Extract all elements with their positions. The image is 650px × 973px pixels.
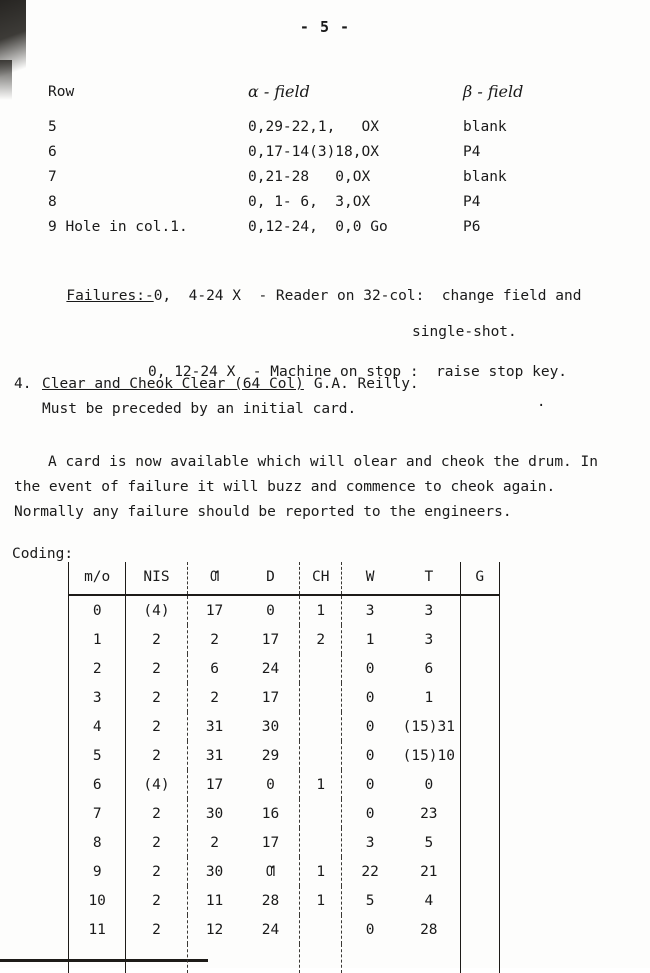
cell-w: 0 xyxy=(342,712,398,741)
table-row xyxy=(69,799,500,828)
cell-nis: 2 xyxy=(126,828,187,857)
column-header-nis: NIS xyxy=(126,562,187,595)
cell-d: 30 xyxy=(261,718,280,735)
cell-d: 24 xyxy=(261,660,280,677)
cell-g xyxy=(460,741,499,770)
cell-mc: 4 xyxy=(69,712,126,741)
cell-g xyxy=(460,595,499,625)
cell-e: 6 xyxy=(187,654,242,683)
cell-mc: 6 xyxy=(69,770,126,799)
section-subtitle: Must be preceded by an initial card. xyxy=(42,401,357,417)
cell-t: 21 xyxy=(420,863,438,880)
cell-g xyxy=(460,683,499,712)
cell-ch xyxy=(300,712,342,741)
cell-w: 5 xyxy=(342,886,398,915)
cell-t: 3 xyxy=(424,602,434,619)
cell-ch xyxy=(300,828,342,857)
cell-d xyxy=(242,944,300,973)
cell-d: 17 xyxy=(261,689,280,706)
table-row xyxy=(48,115,608,140)
section-paragraph-text: A card is now available which will olear and cheok the drum. In the event of failure it will buzz and commence to cheok again. Normally any failure should be reported to the engineers. xyxy=(14,454,598,520)
cell-e: 31 xyxy=(187,741,242,770)
cell-alpha: 0,17-14(3)18,OX xyxy=(248,144,379,160)
cell-w: 0 xyxy=(342,683,398,712)
cell-ch: 1 xyxy=(300,595,342,625)
cell-mc: 7 xyxy=(69,799,126,828)
section-author: G.A. Reilly. xyxy=(313,376,419,392)
table-row xyxy=(69,828,500,857)
table-row xyxy=(69,625,500,654)
cell-t: 28 xyxy=(420,921,438,938)
cell-beta: P4 xyxy=(463,144,481,160)
cell-e: 17 xyxy=(187,595,242,625)
cell-w xyxy=(342,944,398,973)
cell-mc: 2 xyxy=(69,654,126,683)
cell-nis: 2 xyxy=(126,683,187,712)
cell-row: 6 xyxy=(48,144,57,160)
cell-nis: 2 xyxy=(126,799,187,828)
cell-ch: 1 xyxy=(300,770,342,799)
cell-row: 7 xyxy=(48,169,57,185)
cell-t: 0 xyxy=(424,776,434,793)
cell-w: 1 xyxy=(342,625,398,654)
cell-nis: 2 xyxy=(126,915,187,944)
cell-w: 0 xyxy=(342,654,398,683)
table-row xyxy=(48,165,608,190)
cell-mc: 10 xyxy=(69,886,126,915)
column-header-e: Ƣ xyxy=(187,562,242,595)
cell-t: 23 xyxy=(420,805,438,822)
cell-g xyxy=(460,944,499,973)
coding-header-row xyxy=(69,562,500,595)
cell-w: 0 xyxy=(342,799,398,828)
table-row xyxy=(69,741,500,770)
cell-w: 3 xyxy=(342,828,398,857)
cell-d: 17 xyxy=(261,834,280,851)
cell-beta: P4 xyxy=(463,194,481,210)
cell-d: Ƣ xyxy=(266,863,275,880)
cell-ch xyxy=(300,799,342,828)
cell-beta: P6 xyxy=(463,219,481,235)
cell-w: 22 xyxy=(342,857,398,886)
cell-row: 9 Hole in col.1. xyxy=(48,219,188,235)
cell-ch xyxy=(300,915,342,944)
cell-g xyxy=(460,857,499,886)
table-row-trailing xyxy=(69,944,500,973)
cell-nis xyxy=(126,944,187,973)
table-row xyxy=(69,857,500,886)
cell-d: 0 xyxy=(266,602,275,619)
table-row xyxy=(69,595,500,625)
cell-w: 0 xyxy=(342,741,398,770)
cell-alpha: 0,29-22,1, OX xyxy=(248,119,379,135)
cell-e: 2 xyxy=(187,683,242,712)
failures-line-2: 0, 12-24 X - Machine on stop : raise stop key. xyxy=(148,364,568,380)
cell-ch: 2 xyxy=(300,625,342,654)
cell-beta: blank xyxy=(463,119,507,135)
failures-label: Failures:- xyxy=(66,288,154,304)
cell-d: 17 xyxy=(261,631,280,648)
column-header-d: D xyxy=(266,568,275,585)
table-header-row xyxy=(48,78,608,115)
cell-d: 28 xyxy=(261,892,280,909)
cell-t: 5 xyxy=(424,834,434,851)
cell-t: (15)31 xyxy=(402,718,455,735)
column-header-w: W xyxy=(342,562,398,595)
column-header-mc: m/o xyxy=(69,562,126,595)
cell-g xyxy=(460,886,499,915)
cell-t: 6 xyxy=(424,660,434,677)
cell-alpha: 0,21-28 0,OX xyxy=(248,169,371,185)
cell-e: 30 xyxy=(187,857,242,886)
cell-mc: 8 xyxy=(69,828,126,857)
cell-mc: 9 xyxy=(69,857,126,886)
section-paragraph xyxy=(14,450,629,525)
cell-mc: 1 xyxy=(69,625,126,654)
cell-e xyxy=(187,944,242,973)
cell-e: 12 xyxy=(187,915,242,944)
table-row xyxy=(48,190,608,215)
row-field-table xyxy=(48,78,608,240)
table-row xyxy=(69,770,500,799)
cell-t: 4 xyxy=(424,892,434,909)
section-heading xyxy=(42,376,419,392)
failures-block xyxy=(14,272,581,384)
column-header-alpha-field: α - field xyxy=(248,82,310,101)
cell-nis: (4) xyxy=(126,595,187,625)
cell-row: 5 xyxy=(48,119,57,135)
cell-e: 31 xyxy=(187,712,242,741)
cell-g xyxy=(460,712,499,741)
cell-mc xyxy=(69,944,126,973)
cell-t: 3 xyxy=(424,631,434,648)
cell-g xyxy=(460,915,499,944)
stray-pen-mark: · xyxy=(537,398,546,414)
page-number: - 5 - xyxy=(299,18,351,36)
cell-d: 24 xyxy=(261,921,280,938)
cell-t xyxy=(398,944,460,973)
section-number: 4. xyxy=(14,376,32,392)
cell-w: 0 xyxy=(342,915,398,944)
cell-e: 17 xyxy=(187,770,242,799)
cell-ch xyxy=(300,944,342,973)
cell-alpha: 0, 1- 6, 3,OX xyxy=(248,194,371,210)
cell-w: 0 xyxy=(342,770,398,799)
cell-ch xyxy=(300,741,342,770)
table-row xyxy=(69,915,500,944)
table-row xyxy=(48,215,608,240)
cell-w: 3 xyxy=(342,595,398,625)
cell-d: 0 xyxy=(266,776,275,793)
table-row xyxy=(69,712,500,741)
cell-nis: 2 xyxy=(126,654,187,683)
cell-ch: 1 xyxy=(300,886,342,915)
cell-e: 2 xyxy=(187,828,242,857)
cell-nis: 2 xyxy=(126,625,187,654)
cell-g xyxy=(460,799,499,828)
cell-mc: 0 xyxy=(69,595,126,625)
cell-g xyxy=(460,654,499,683)
cell-nis: 2 xyxy=(126,712,187,741)
coding-table xyxy=(68,562,500,973)
table-row xyxy=(69,654,500,683)
cell-g xyxy=(460,625,499,654)
cell-nis: (4) xyxy=(126,770,187,799)
scan-edge-smudge-secondary xyxy=(0,60,12,100)
cell-beta: blank xyxy=(463,169,507,185)
column-header-t: T xyxy=(424,568,434,585)
cell-t: 1 xyxy=(424,689,434,706)
section-title: Clear and Cheok Clear (64 Col) xyxy=(42,376,304,392)
cell-row: 8 xyxy=(48,194,57,210)
cell-g xyxy=(460,828,499,857)
cell-ch: 1 xyxy=(300,857,342,886)
cell-mc: 3 xyxy=(69,683,126,712)
column-header-row: Row xyxy=(48,83,75,100)
failures-line-1-continued: single-shot. xyxy=(412,324,517,340)
column-header-beta-field: β - field xyxy=(463,82,524,101)
cell-e: 11 xyxy=(187,886,242,915)
failures-line-1: 0, 4-24 X - Reader on 32-col: change field and xyxy=(153,288,582,304)
cell-e: 2 xyxy=(187,625,242,654)
cell-g xyxy=(460,770,499,799)
cell-ch xyxy=(300,683,342,712)
cell-ch xyxy=(300,654,342,683)
cell-nis: 2 xyxy=(126,857,187,886)
table-row xyxy=(69,683,500,712)
cell-t: (15)10 xyxy=(402,747,455,764)
coding-label: Coding: xyxy=(12,546,74,562)
table-row xyxy=(69,886,500,915)
cell-mc: 11 xyxy=(69,915,126,944)
cell-e: 30 xyxy=(187,799,242,828)
cell-alpha: 0,12-24, 0,0 Go xyxy=(248,219,388,235)
cell-nis: 2 xyxy=(126,886,187,915)
cell-d: 29 xyxy=(261,747,280,764)
cell-d: 16 xyxy=(261,805,280,822)
table-row xyxy=(48,140,608,165)
cell-nis: 2 xyxy=(126,741,187,770)
column-header-g: G xyxy=(460,562,499,595)
cell-mc: 5 xyxy=(69,741,126,770)
column-header-ch: CH xyxy=(300,562,342,595)
